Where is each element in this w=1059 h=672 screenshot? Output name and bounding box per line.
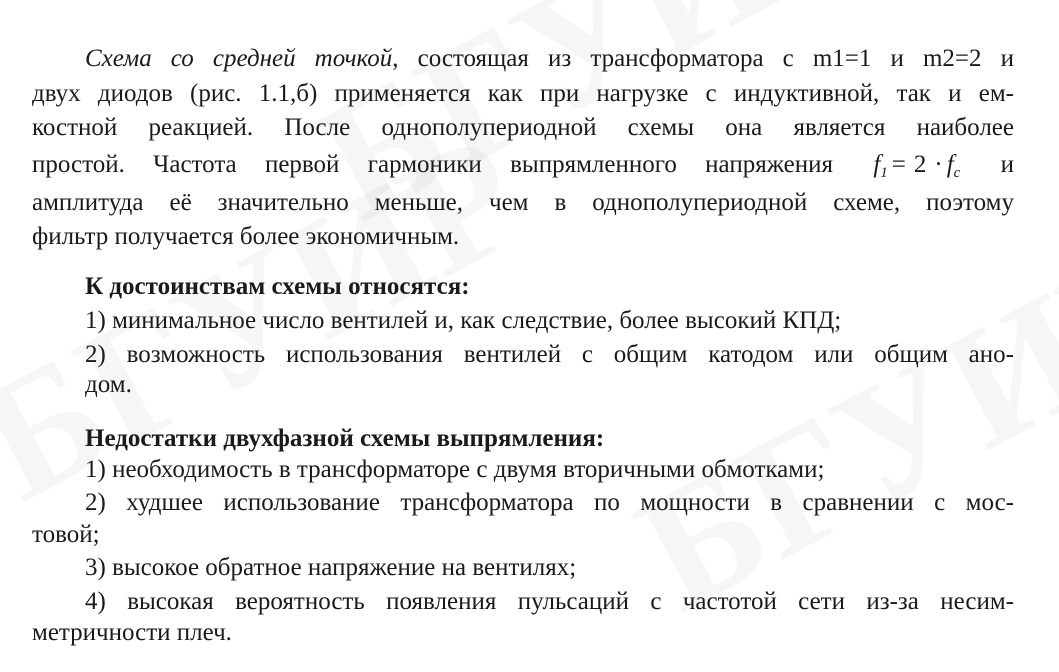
list-item-continuation: метричности плеч. [32, 619, 232, 646]
section-heading: К достоинствам схемы относятся: [85, 273, 470, 300]
paragraph-line: фильтр получается более экономичным. [32, 223, 460, 250]
list-item: 4) высокая вероятность появления пульсаций с частотой сети из-за несим- [85, 588, 1014, 615]
paragraph-line: двух диодов (рис. 1.1,б) применяется как при нагрузке с индуктивной, так и ем- [32, 80, 1014, 107]
list-item: 3) высокое обратное напряжение на вентилях; [85, 554, 577, 581]
list-item: 2) возможность использования вентилей с общим катодом или общим ано- [85, 341, 1014, 368]
paragraph-line: костной реакцией. После однополупериодной схемы она является наиболее [32, 114, 1014, 141]
paragraph-line: амплитуда её значительно меньше, чем в однополупериодной схеме, поэтому [32, 189, 1014, 216]
text: , состоящая из трансформатора с m1=1 и m2=2 и [392, 45, 1014, 72]
list-item: 1) минимальное число вентилей и, как следствие, более высокий КПД; [85, 307, 842, 334]
text: и [1000, 151, 1015, 178]
italic-term: Схема со средней точкой [85, 45, 393, 72]
section-heading: Недостатки двухфазной схемы выпрямления: [85, 425, 605, 452]
list-item: 1) необходимость в трансформаторе с двумя вторичными обмотками; [85, 456, 825, 483]
paragraph-line [85, 44, 1014, 74]
text: простой. Частота первой гармоники выпрямленного напряжения [32, 151, 833, 178]
list-item-continuation: дом. [85, 371, 132, 398]
formula: $f_1 = 2 \cdot f_c$ [873, 151, 961, 181]
list-item-continuation: товой; [32, 521, 100, 548]
list-item: 2) худшее использование трансформатора по мощности в сравнении с мос- [85, 489, 1014, 516]
paragraph-line-formula [32, 150, 1014, 188]
